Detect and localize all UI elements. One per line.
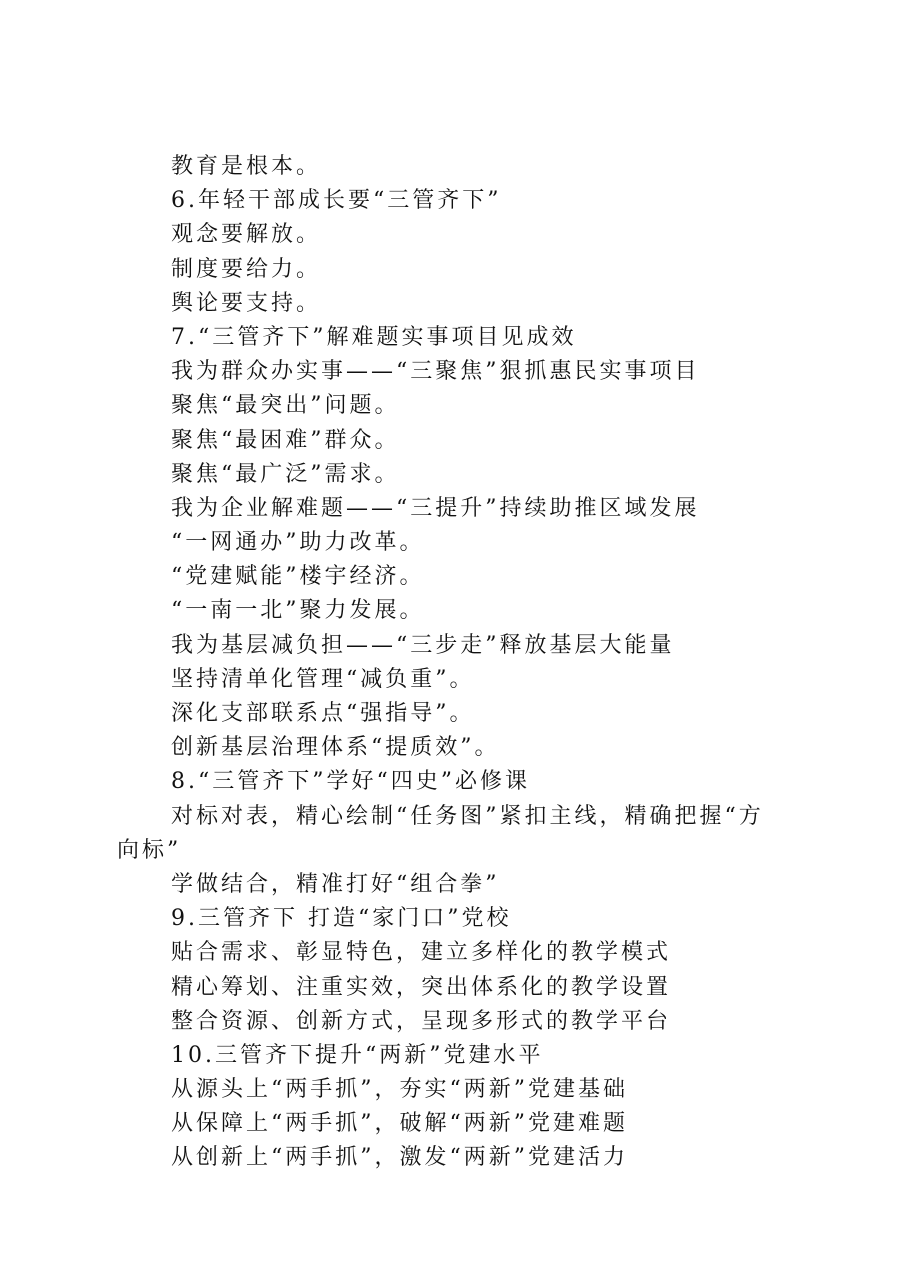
- paragraph-line: “党建赋能”楼宇经济。: [171, 564, 425, 590]
- paragraph-line: 观念要解放。: [171, 222, 322, 248]
- paragraph-line: 创新基层治理体系“提质效”。: [171, 735, 500, 761]
- section-heading: 6.年轻干部成长要“三管齐下”: [171, 188, 502, 214]
- paragraph-line: “一网通办”助力改革。: [171, 530, 425, 556]
- section-heading: 7.“三管齐下”解难题实事项目见成效: [171, 324, 577, 350]
- paragraph-line: 精心筹划、注重实效，突出体系化的教学设置: [171, 974, 672, 1000]
- paragraph-line: 聚焦“最广泛”需求。: [171, 461, 400, 487]
- paragraph-line: 坚持清单化管理“减负重”。: [171, 666, 475, 692]
- section-heading: 8.“三管齐下”学好“四史”必修课: [171, 769, 530, 795]
- paragraph-line: 贴合需求、彰显特色，建立多样化的教学模式: [171, 940, 672, 966]
- paragraph-line: 教育是根本。: [171, 154, 322, 179]
- section-heading: 10.三管齐下提升“两新”党建水平: [171, 1042, 544, 1068]
- paragraph-line: 深化支部联系点“强指导”。: [171, 701, 475, 726]
- paragraph-line: 整合资源、创新方式，呈现多形式的教学平台: [171, 1008, 672, 1034]
- paragraph-line: 从创新上“两手抓”，激发“两新”党建活力: [171, 1145, 628, 1171]
- paragraph-line: 从保障上“两手抓”，破解“两新”党建难题: [171, 1111, 628, 1137]
- paragraph-line: 聚焦“最困难”群众。: [171, 427, 400, 453]
- subheading-line: 我为群众办实事——“三聚焦”狠抓惠民实事项目: [171, 359, 700, 385]
- paragraph-line: “一南一北”聚力发展。: [171, 598, 425, 624]
- paragraph-line: 制度要给力。: [171, 256, 322, 282]
- paragraph-line: 从源头上“两手抓”，夯实“两新”党建基础: [171, 1077, 628, 1103]
- section-heading: 9.三管齐下 打造“家门口”党校: [171, 906, 512, 932]
- document-body: [117, 150, 807, 1176]
- subheading-line: 我为基层减负担——“三步走”释放基层大能量: [171, 632, 675, 658]
- paragraph-line: 对标对表，精心绘制“任务图”紧扣主线，精确把握“方: [171, 803, 764, 829]
- subheading-line: 我为企业解难题——“三提升”持续助推区域发展: [171, 495, 700, 521]
- paragraph-line-continuation: 向标”: [117, 837, 182, 863]
- paragraph-line: 学做结合，精准打好“组合拳”: [171, 871, 500, 897]
- paragraph-line: 聚焦“最突出”问题。: [171, 393, 400, 419]
- paragraph-line: 舆论要支持。: [171, 290, 322, 316]
